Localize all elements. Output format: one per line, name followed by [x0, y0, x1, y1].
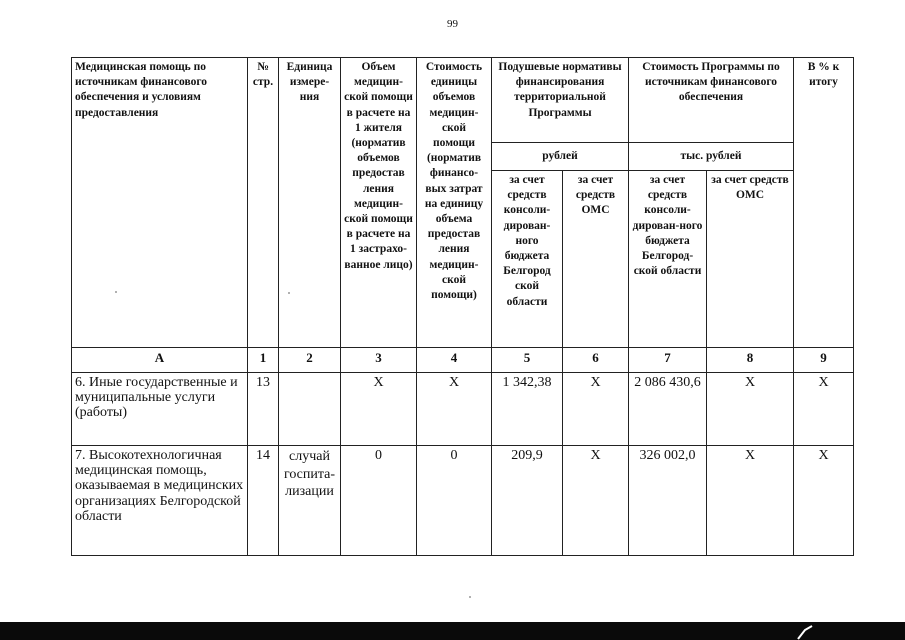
header-row-1 [72, 58, 854, 143]
column-index-row [72, 348, 854, 373]
header-per-capita-budget: за счет средств консоли-дирован-ного бюджета Белгород ской области [492, 171, 563, 348]
column-index-9: 9 [794, 348, 854, 373]
row-cost-oms: Х [707, 373, 794, 446]
header-medical-care: Медицинская помощь по источникам финансового обеспечения и условиям предоставления [72, 58, 248, 348]
column-index-5: 5 [492, 348, 563, 373]
table-row [72, 373, 854, 446]
column-index-7: 7 [629, 348, 707, 373]
column-index-2: 2 [279, 348, 341, 373]
row-unit-cost: Х [417, 373, 492, 446]
row-percent: Х [794, 373, 854, 446]
header-per-capita-group: Подушевые нормативы финансирования территориальной Программы [492, 58, 629, 143]
scan-speck [288, 292, 290, 294]
row-per-capita-budget: 1 342,38 [492, 373, 563, 446]
row-cost-budget: 2 086 430,6 [629, 373, 707, 446]
scan-edge-bar [0, 622, 905, 640]
column-index-a: А [72, 348, 248, 373]
row-volume: 0 [341, 446, 417, 556]
column-index-6: 6 [563, 348, 629, 373]
scan-edge-mark [796, 624, 814, 640]
row-cost-budget: 326 002,0 [629, 446, 707, 556]
header-cost-budget: за счет средств консоли-дирован-ного бюджета Белгород-ской области [629, 171, 707, 348]
header-line-number: № стр. [248, 58, 279, 348]
column-index-4: 4 [417, 348, 492, 373]
row-volume: Х [341, 373, 417, 446]
page-number: 99 [447, 18, 458, 30]
row-per-capita-budget: 209,9 [492, 446, 563, 556]
row-unit-cost: 0 [417, 446, 492, 556]
table-row [72, 446, 854, 556]
row-name: 6. Иные государственные и муниципальные услуги (работы) [72, 373, 248, 446]
financing-table [71, 57, 854, 556]
row-unit [279, 373, 341, 446]
header-volume: Объем медицин-ской помощи в расчете на 1 жителя (норматив объемов предостав ления медицин-ской помощи в расчете на 1 застрахо-ванное лицо) [341, 58, 417, 348]
header-cost-oms: за счет средств ОМС [707, 171, 794, 348]
header-percent: В % к итогу [794, 58, 854, 348]
header-unit: Единица измере-ния [279, 58, 341, 348]
row-line-number: 14 [248, 446, 279, 556]
scan-speck [469, 596, 471, 598]
header-program-cost-group: Стоимость Программы по источникам финансового обеспечения [629, 58, 794, 143]
row-unit: случай госпита-лизации [279, 446, 341, 556]
column-index-8: 8 [707, 348, 794, 373]
scan-speck [115, 291, 117, 293]
header-program-cost-unit: тыс. рублей [629, 143, 794, 171]
row-line-number: 13 [248, 373, 279, 446]
header-per-capita-unit: рублей [492, 143, 629, 171]
row-per-capita-oms: Х [563, 373, 629, 446]
row-per-capita-oms: Х [563, 446, 629, 556]
row-name: 7. Высокотехнологичная медицинская помощь, оказываемая в медицинских организациях Белгородской области [72, 446, 248, 556]
row-cost-oms: Х [707, 446, 794, 556]
header-unit-cost: Стоимость единицы объемов медицин-ской помощи (норматив финансо-вых затрат на единицу объема предостав ления медицин-ской помощи) [417, 58, 492, 348]
column-index-3: 3 [341, 348, 417, 373]
row-percent: Х [794, 446, 854, 556]
header-per-capita-oms: за счет средств ОМС [563, 171, 629, 348]
column-index-1: 1 [248, 348, 279, 373]
